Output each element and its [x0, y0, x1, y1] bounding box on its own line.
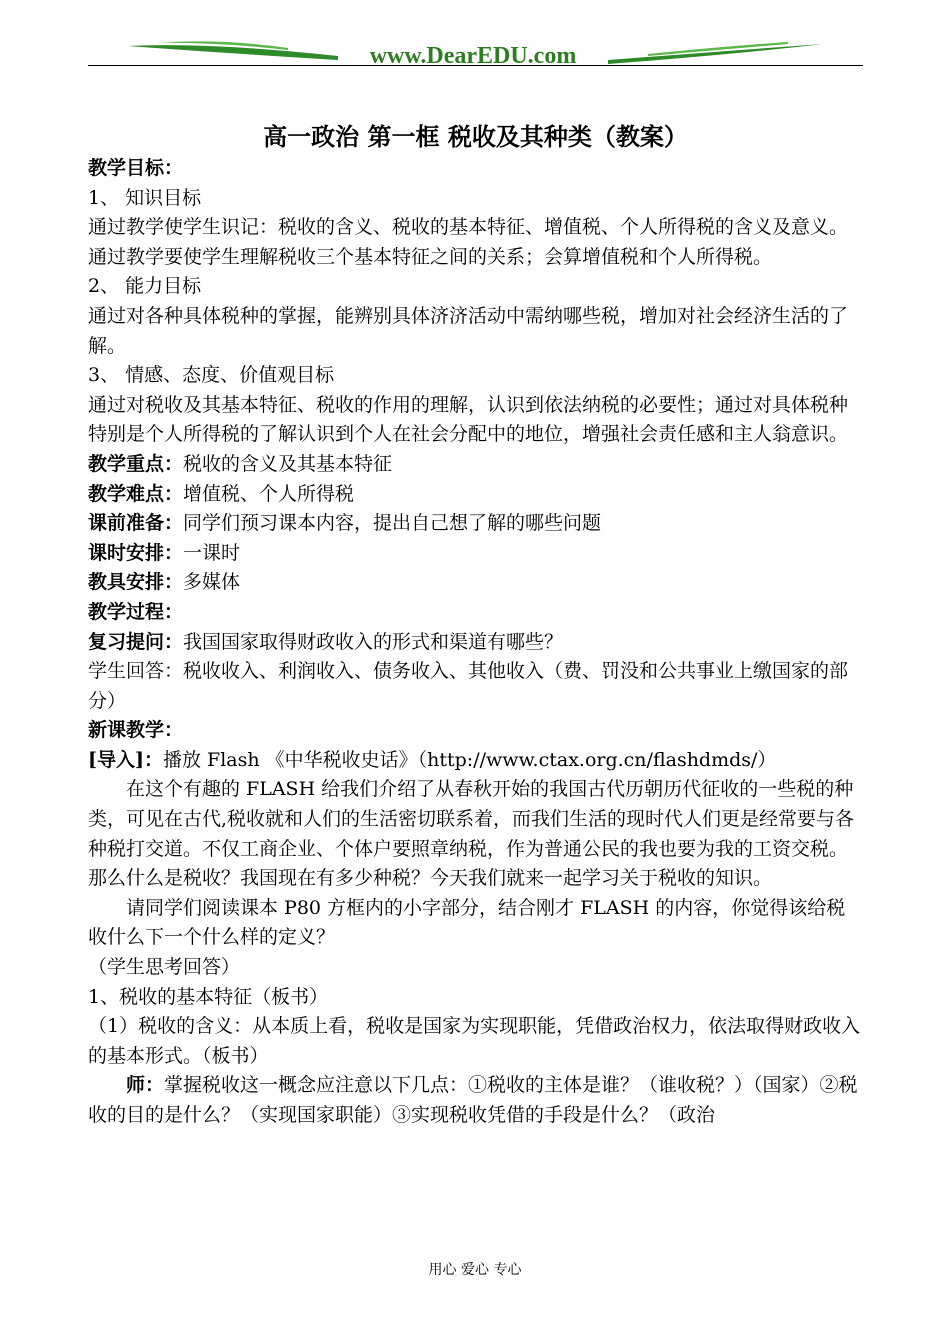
- focus-line: [88, 450, 863, 480]
- teacher-paragraph: [88, 1071, 863, 1130]
- header-rule: [88, 65, 863, 66]
- difficulty-line: [88, 480, 863, 510]
- focus-label: 教学重点：: [88, 452, 184, 475]
- teacher-text: 掌握税收这一概念应注意以下几点：①税收的主体是谁？（谁收税？）（国家）②税收的目的是什么？（实现国家职能）③实现税收凭借的手段是什么？（政治: [88, 1074, 858, 1126]
- objectives-heading: 教学目标：: [88, 157, 184, 179]
- tools-line: [88, 568, 863, 598]
- objective-3-text: 通过对税收及其基本特征、税收的作用的理解，认识到依法纳税的必要性；通过对具体税种特别是个人所得税的了解认识到个人在社会分配中的地位，增强社会责任感和主人翁意识。: [88, 393, 849, 446]
- section-1-heading: 1、税收的基本特征（板书）: [88, 985, 329, 1008]
- focus-value: 税收的含义及其基本特征: [183, 452, 393, 475]
- objective-2-heading: 2、 能力目标: [88, 275, 202, 298]
- objective-1-heading: 1、 知识目标: [88, 186, 202, 209]
- document-body: [88, 118, 863, 1131]
- tools-label: 教具安排：: [88, 571, 184, 594]
- new-lesson-heading: 新课教学：: [88, 719, 184, 742]
- intro-line: [88, 746, 863, 776]
- think-answer: （学生思考回答）: [88, 956, 241, 979]
- difficulty-value: 增值税、个人所得税: [183, 482, 355, 505]
- schedule-line: [88, 539, 863, 569]
- prep-line: [88, 509, 863, 539]
- paragraph-2: 请同学们阅读课本 P80 方框内的小字部分，结合刚才 FLASH 的内容，你觉得该给税收什么下一个什么样的定义？: [88, 896, 846, 949]
- difficulty-label: 教学难点：: [88, 482, 184, 505]
- paragraph-1: 在这个有趣的 FLASH 给我们介绍了从春秋开始的我国古代历朝历代征收的一些税的种类，可见在古代,税收就和人们的生活密切联系着，而我们生活的现时代人们更是经常要与各种税打交道。不仅工商企业、个体户要照章纳税，作为普通公民的我也要为我的工资交税。那么什么是税收？我国现在有多少种税？今天我们就来一起学习关于税收的知识。: [88, 778, 855, 890]
- objective-3-heading: 3、 情感、态度、价值观目标: [88, 364, 335, 387]
- right-swoosh: [608, 44, 823, 64]
- prep-value: 同学们预习课本内容，提出自己想了解的哪些问题: [183, 512, 602, 535]
- objective-2-text: 通过对各种具体税种的掌握，能辨别具体济济活动中需纳哪些税，增加对社会经济生活的了解。: [88, 304, 849, 357]
- review-label: 复习提问：: [88, 630, 184, 653]
- tools-value: 多媒体: [183, 571, 241, 594]
- page-title: 高一政治 第一框 税收及其种类（教案）: [263, 122, 688, 151]
- student-answer: 学生回答：税收收入、利润收入、债务收入、其他收入（费、罚没和公共事业上缴国家的部分）: [88, 660, 849, 712]
- objective-1-text: 通过教学使学生识记：税收的含义、税收的基本特征、增值税、个人所得税的含义及意义。通过教学要使学生理解税收三个基本特征之间的关系；会算增值税和个人所得税。: [88, 216, 849, 268]
- teacher-label: 师：: [126, 1074, 165, 1097]
- left-swoosh: [128, 45, 338, 60]
- review-value: 我国国家取得财政收入的形式和渠道有哪些？: [183, 630, 564, 653]
- page-footer: 用心 爱心 专心: [428, 1262, 522, 1278]
- logo-text: www.DearEDU.com: [369, 43, 577, 69]
- schedule-value: 一课时: [183, 541, 241, 564]
- definition-text: （1）税收的含义：从本质上看，税收是国家为实现职能，凭借政治权力，依法取得财政收入的基本形式。（板书）: [88, 1015, 861, 1067]
- intro-value: 播放 Flash 《中华税收史话》（http://www.ctax.org.cn/flashdmds/）: [162, 748, 777, 771]
- intro-label: [导入]：: [88, 748, 163, 771]
- prep-label: 课前准备：: [88, 512, 184, 535]
- review-line: [88, 628, 863, 658]
- schedule-label: 课时安排：: [88, 541, 184, 564]
- process-heading: 教学过程：: [88, 600, 184, 623]
